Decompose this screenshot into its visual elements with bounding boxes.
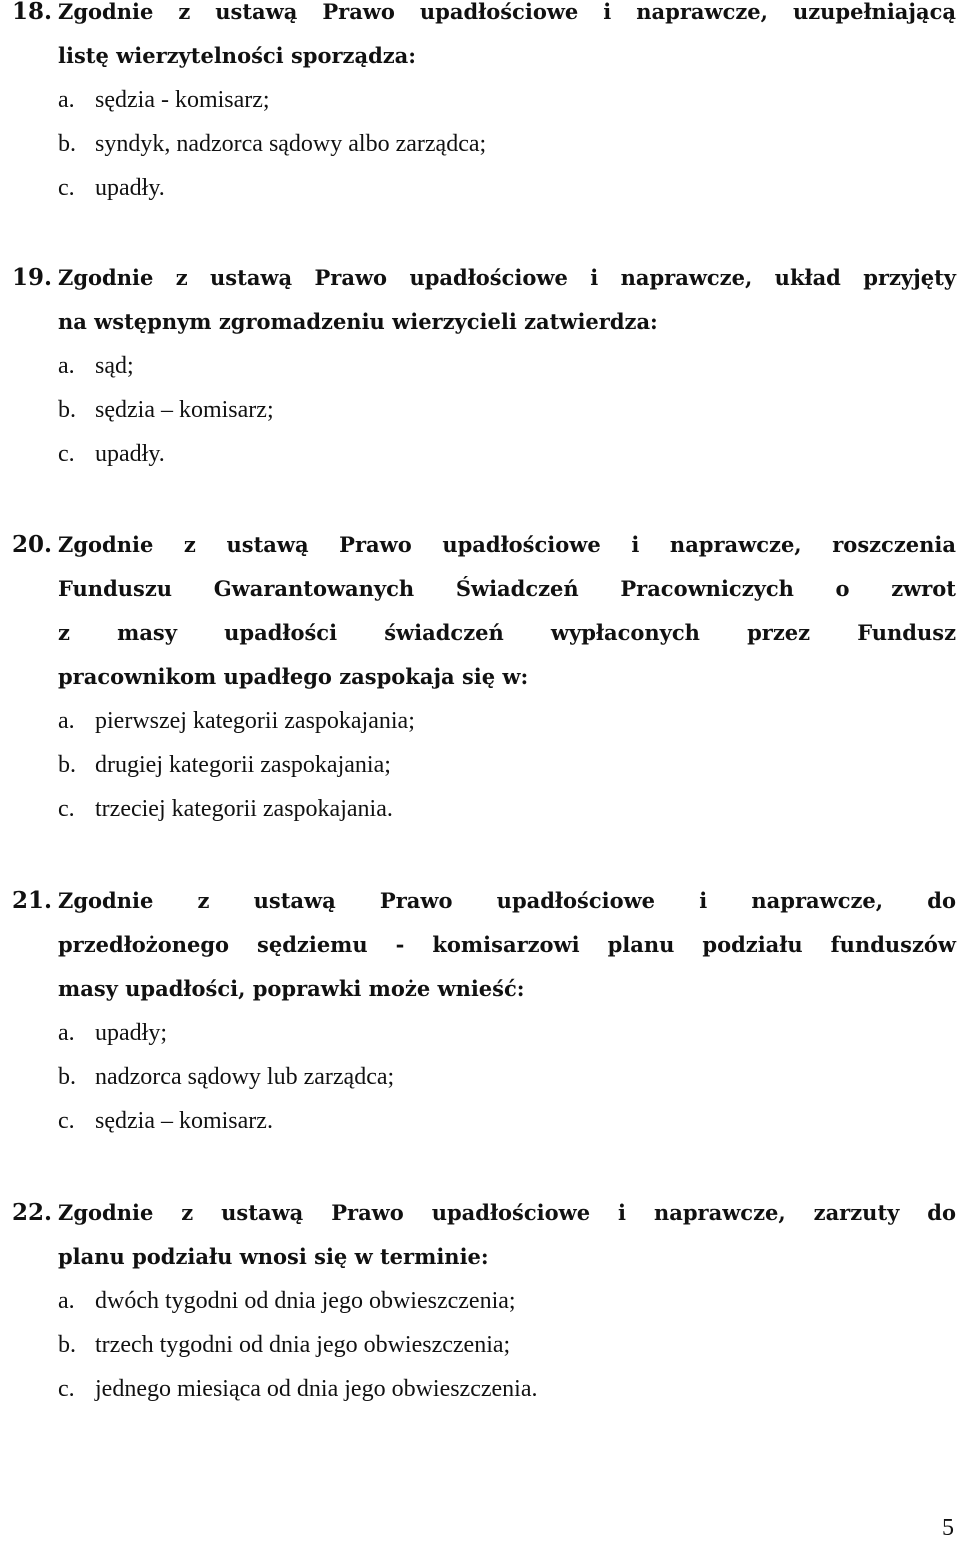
question-text-line: na wstępnym zgromadzeniu wierzycieli zatwierdza:: [58, 309, 658, 334]
answer-option: [58, 351, 938, 381]
option-letter: a.: [58, 1288, 75, 1314]
option-letter: b.: [58, 752, 76, 778]
option-letter: c.: [58, 1376, 75, 1402]
question-text-line: Zgodnie z ustawą Prawo upadłościowe i naprawcze, roszczenia: [58, 532, 956, 557]
option-text: sędzia - komisarz;: [95, 87, 270, 113]
question-text-line: planu podziału wnosi się w terminie:: [58, 1244, 489, 1269]
answer-option: [58, 1018, 938, 1048]
question-text-line: z masy upadłości świadczeń wypłaconych przez Fundusz: [58, 620, 956, 645]
option-text: upadły.: [95, 175, 165, 201]
option-text: sąd;: [95, 353, 134, 379]
question-number: 19.: [11, 264, 52, 291]
question-number: 20.: [11, 531, 52, 558]
option-text: upadły;: [95, 1020, 167, 1046]
answer-option: [58, 794, 938, 824]
option-text: trzech tygodni od dnia jego obwieszczenia;: [95, 1332, 511, 1358]
page-number: 5: [942, 1515, 954, 1541]
option-text: pierwszej kategorii zaspokajania;: [95, 708, 415, 734]
answer-option: [58, 1330, 938, 1360]
option-letter: b.: [58, 1332, 76, 1358]
option-letter: c.: [58, 796, 75, 822]
question-text-line: masy upadłości, poprawki może wnieść:: [58, 976, 525, 1001]
answer-option: [58, 1062, 938, 1092]
question-text-line: Zgodnie z ustawą Prawo upadłościowe i naprawcze, układ przyjęty: [58, 265, 956, 290]
answer-option: [58, 173, 938, 203]
option-letter: b.: [58, 397, 76, 423]
option-letter: b.: [58, 131, 76, 157]
option-letter: a.: [58, 353, 75, 379]
answer-option: [58, 1286, 938, 1316]
answer-option: [58, 439, 938, 469]
option-letter: a.: [58, 87, 75, 113]
option-text: sędzia – komisarz;: [95, 397, 274, 423]
answer-option: [58, 1106, 938, 1136]
question-text-line: Zgodnie z ustawą Prawo upadłościowe i naprawcze, zarzuty do: [58, 1200, 956, 1225]
question-text-line: listę wierzytelności sporządza:: [58, 43, 417, 68]
option-text: trzeciej kategorii zaspokajania.: [95, 796, 393, 822]
question-number: 18.: [11, 0, 52, 25]
option-letter: c.: [58, 1108, 75, 1134]
option-letter: c.: [58, 441, 75, 467]
answer-option: [58, 706, 938, 736]
option-letter: a.: [58, 708, 75, 734]
question-text-line: Zgodnie z ustawą Prawo upadłościowe i naprawcze, do: [58, 888, 956, 913]
option-letter: c.: [58, 175, 75, 201]
option-text: upadły.: [95, 441, 165, 467]
option-letter: b.: [58, 1064, 76, 1090]
question-text-line: Zgodnie z ustawą Prawo upadłościowe i naprawcze, uzupełniającą: [58, 0, 956, 24]
answer-option: [58, 395, 938, 425]
question-number: 22.: [11, 1199, 52, 1226]
question-text-line: pracownikom upadłego zaspokaja się w:: [58, 664, 529, 689]
option-text: jednego miesiąca od dnia jego obwieszczenia.: [95, 1376, 538, 1402]
option-text: syndyk, nadzorca sądowy albo zarządca;: [95, 131, 487, 157]
option-text: drugiej kategorii zaspokajania;: [95, 752, 391, 778]
question-text-line: Funduszu Gwarantowanych Świadczeń Pracowniczych o zwrot: [58, 576, 956, 601]
question-number: 21.: [11, 887, 52, 914]
answer-option: [58, 750, 938, 780]
question-text-line: przedłożonego sędziemu - komisarzowi planu podziału funduszów: [58, 932, 956, 957]
option-text: dwóch tygodni od dnia jego obwieszczenia;: [95, 1288, 516, 1314]
answer-option: [58, 129, 938, 159]
answer-option: [58, 85, 938, 115]
answer-option: [58, 1374, 938, 1404]
option-text: nadzorca sądowy lub zarządca;: [95, 1064, 395, 1090]
option-text: sędzia – komisarz.: [95, 1108, 273, 1134]
option-letter: a.: [58, 1020, 75, 1046]
